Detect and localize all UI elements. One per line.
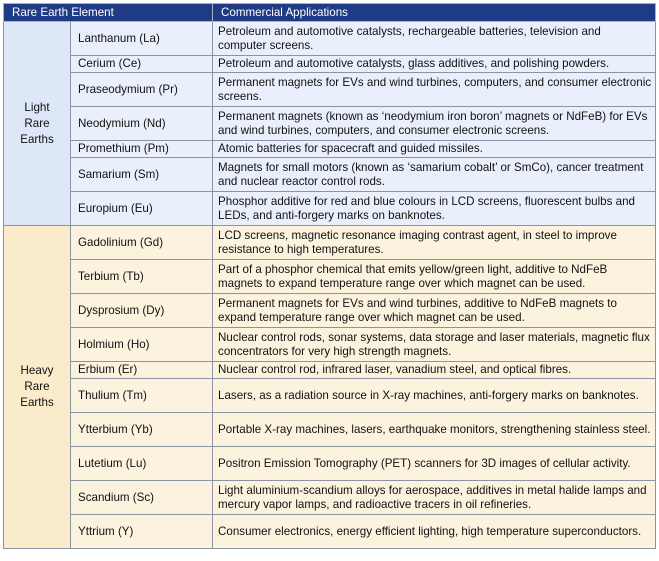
element-name: Samarium (Sm)	[71, 158, 213, 192]
element-applications: Lasers, as a radiation source in X-ray machines, anti-forgery marks on banknotes.	[213, 379, 656, 413]
header-element: Rare Earth Element	[4, 4, 213, 22]
element-name: Neodymium (Nd)	[71, 107, 213, 141]
element-applications: Magnets for small motors (known as ‘samarium cobalt’ or SmCo), cancer treatment and nuclear reactor control rods.	[213, 158, 656, 192]
group-label-line: Rare	[24, 380, 50, 393]
table-row	[4, 158, 656, 192]
table-row	[4, 481, 656, 515]
table-row	[4, 192, 656, 226]
element-applications: Part of a phosphor chemical that emits yellow/green light, additive to NdFeB magnets to expand temperature range over which magnet can be used.	[213, 260, 656, 294]
element-applications: Permanent magnets for EVs and wind turbines, computers, and consumer electronic screens.	[213, 73, 656, 107]
element-name: Scandium (Sc)	[71, 481, 213, 515]
table-row	[4, 107, 656, 141]
element-name: Yttrium (Y)	[71, 515, 213, 549]
element-applications: Petroleum and automotive catalysts, rechargeable batteries, television and computer screens.	[213, 22, 656, 56]
table-row	[4, 447, 656, 481]
element-applications: Light aluminium-scandium alloys for aerospace, additives in metal halide lamps and mercury vapor lamps, and radioactive tracers in oil refineries.	[213, 481, 656, 515]
group-label-line: Heavy	[20, 364, 54, 377]
element-name: Cerium (Ce)	[71, 56, 213, 73]
element-applications: Petroleum and automotive catalysts, glass additives, and polishing powders.	[213, 56, 656, 73]
element-applications: Portable X-ray machines, lasers, earthquake monitors, strengthening stainless steel.	[213, 413, 656, 447]
element-applications: Permanent magnets for EVs and wind turbines, additive to NdFeB magnets to expand temperature range over which magnet can be used.	[213, 294, 656, 328]
group-label-line: Light	[24, 100, 50, 114]
element-applications: Nuclear control rod, infrared laser, vanadium steel, and optical fibres.	[213, 362, 656, 379]
element-applications: Consumer electronics, energy efficient lighting, high temperature superconductors.	[213, 515, 656, 549]
element-name: Lutetium (Lu)	[71, 447, 213, 481]
table-row	[4, 379, 656, 413]
rare-earth-table	[3, 3, 656, 549]
group-label-line: Earths	[20, 396, 54, 409]
table-row	[4, 226, 656, 260]
group-label-line: Rare	[24, 116, 50, 130]
element-name: Promethium (Pm)	[71, 141, 213, 158]
group-light-label	[4, 22, 71, 226]
group-label-line: Earths	[20, 132, 54, 146]
table-row	[4, 294, 656, 328]
element-name: Ytterbium (Yb)	[71, 413, 213, 447]
element-name: Terbium (Tb)	[71, 260, 213, 294]
element-name: Dysprosium (Dy)	[71, 294, 213, 328]
element-applications: Phosphor additive for red and blue colours in LCD screens, fluorescent bulbs and LEDs, and anti-forgery marks on banknotes.	[213, 192, 656, 226]
table-row	[4, 362, 656, 379]
header-row	[4, 4, 656, 22]
element-applications: Atomic batteries for spacecraft and guided missiles.	[213, 141, 656, 158]
group-heavy-label	[4, 226, 71, 549]
element-applications: Permanent magnets (known as ‘neodymium iron boron’ magnets or NdFeB) for EVs and wind turbines, computers, and consumer electronic screens.	[213, 107, 656, 141]
table-row	[4, 56, 656, 73]
table-row	[4, 413, 656, 447]
table-row	[4, 73, 656, 107]
element-name: Holmium (Ho)	[71, 328, 213, 362]
element-name: Europium (Eu)	[71, 192, 213, 226]
element-name: Erbium (Er)	[71, 362, 213, 379]
table-row	[4, 22, 656, 56]
table-row	[4, 515, 656, 549]
table-row	[4, 260, 656, 294]
element-applications: LCD screens, magnetic resonance imaging contrast agent, in steel to improve resistance to high temperatures.	[213, 226, 656, 260]
header-applications: Commercial Applications	[213, 4, 656, 22]
element-name: Thulium (Tm)	[71, 379, 213, 413]
element-name: Lanthanum (La)	[71, 22, 213, 56]
element-applications: Nuclear control rods, sonar systems, data storage and laser materials, magnetic flux concentrators for very high strength magnets.	[213, 328, 656, 362]
table-row	[4, 141, 656, 158]
element-name: Gadolinium (Gd)	[71, 226, 213, 260]
element-name: Praseodymium (Pr)	[71, 73, 213, 107]
element-applications: Positron Emission Tomography (PET) scanners for 3D images of cellular activity.	[213, 447, 656, 481]
table-row	[4, 328, 656, 362]
